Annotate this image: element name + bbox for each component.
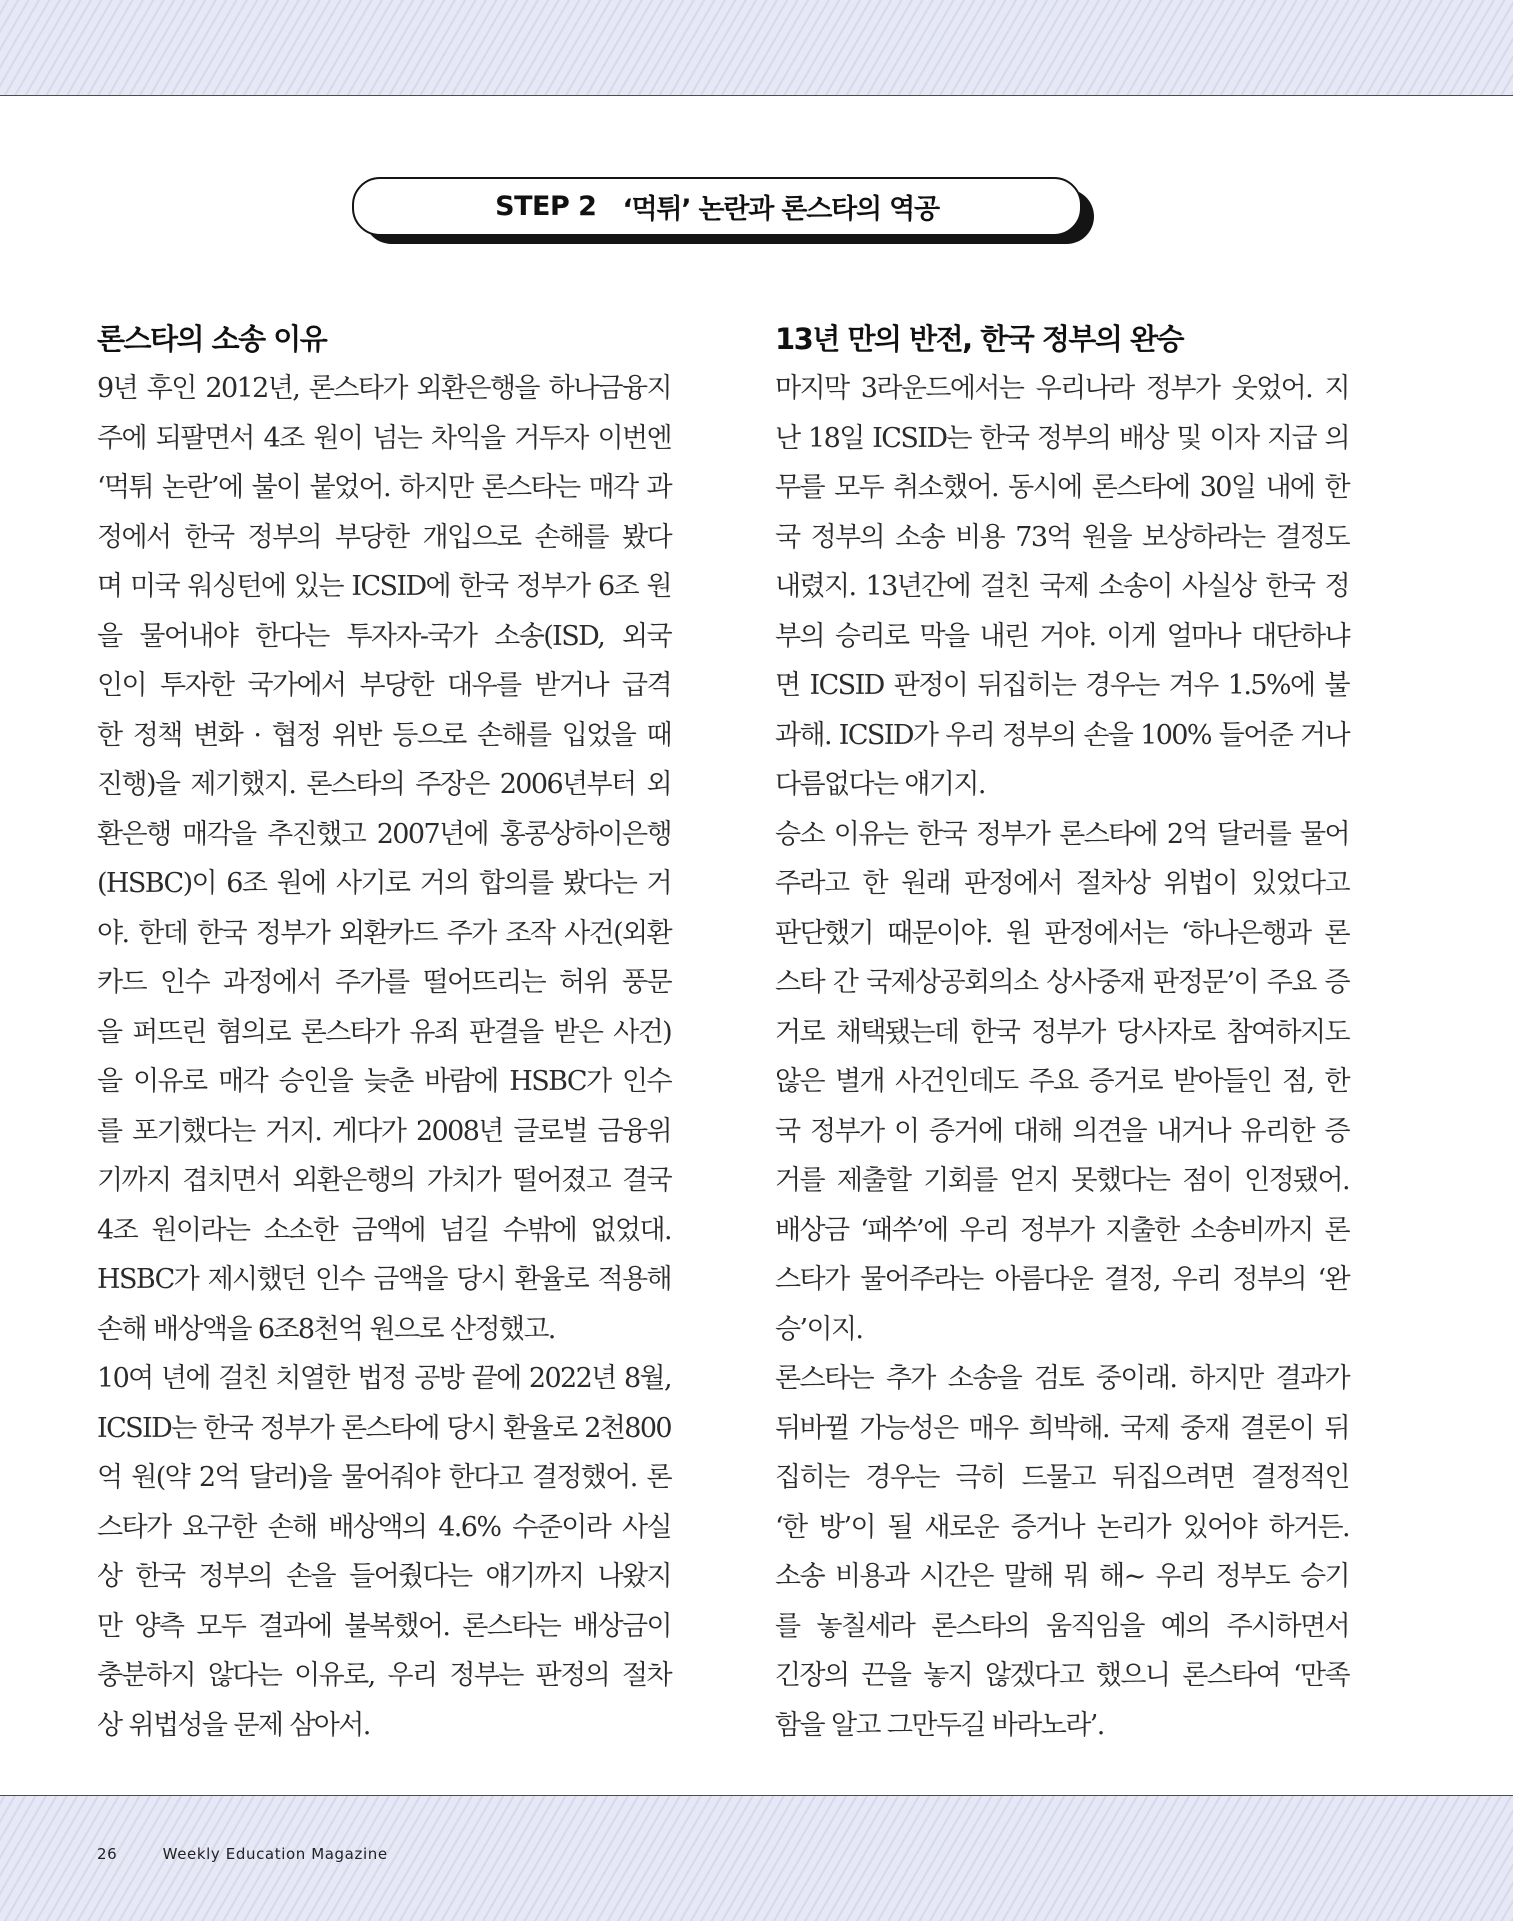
body-line: 정에서 한국 정부의 부당한 개입으로 손해를 봤다 (97, 521, 671, 553)
body-line: 를 포기했다는 거지. 게다가 2008년 글로벌 금융위 (97, 1115, 671, 1147)
body-line: 억 원(약 2억 달러)을 물어줘야 한다고 결정했어. 론 (97, 1462, 671, 1493)
left-column (97, 315, 671, 1750)
body-line: 거를 제출할 기회를 얻지 못했다는 점이 인정됐어. (775, 1165, 1349, 1196)
body-line: 승’이지. (775, 1313, 863, 1345)
body-line: 을 물어내야 한다는 투자자-국가 소송(ISD, 외국 (97, 620, 671, 652)
body-line: 국 정부가 이 증거에 대해 의견을 내거나 유리한 증 (775, 1115, 1349, 1147)
body-line: 승소 이유는 한국 정부가 론스타에 2억 달러를 물어 (775, 818, 1349, 850)
page-footer (97, 1845, 388, 1863)
body-line: 을 퍼뜨린 혐의로 론스타가 유죄 판결을 받은 사건) (97, 1016, 671, 1048)
body-line: 10여 년에 걸친 치열한 법정 공방 끝에 2022년 8월, (97, 1363, 671, 1394)
right-column (775, 315, 1349, 1750)
body-line: 주에 되팔면서 4조 원이 넘는 차익을 거두자 이번엔 (97, 422, 671, 454)
body-line: 부의 승리로 막을 내린 거야. 이게 얼마나 대단하냐 (775, 620, 1349, 652)
body-line: 과해. ICSID가 우리 정부의 손을 100% 들어준 거나 (775, 719, 1349, 751)
body-line: 집히는 경우는 극히 드물고 뒤집으려면 결정적인 (775, 1462, 1349, 1493)
body-line: 충분하지 않다는 이유로, 우리 정부는 판정의 절차 (97, 1660, 671, 1691)
body-line: 스타가 요구한 손해 배상액의 4.6% 수준이라 사실 (97, 1511, 671, 1543)
body-line: 난 18일 ICSID는 한국 정부의 배상 및 이자 지급 의 (775, 422, 1349, 454)
body-line: 한 정책 변화 · 협정 위반 등으로 손해를 입었을 때 (97, 719, 671, 751)
body-line: HSBC가 제시했던 인수 금액을 당시 환율로 적용해 (97, 1264, 671, 1295)
body-line: 을 이유로 매각 승인을 늦춘 바람에 HSBC가 인수 (97, 1066, 671, 1097)
body-line: 함을 알고 그만두길 바라노라’. (775, 1709, 1104, 1741)
step-label: STEP 2 (495, 191, 597, 222)
section-step-banner (352, 177, 1094, 237)
body-line: 4조 원이라는 소소한 금액에 넘길 수밖에 없었대. (97, 1214, 671, 1246)
body-line: 거로 채택됐는데 한국 정부가 당사자로 참여하지도 (775, 1016, 1349, 1048)
left-column-heading: 론스타의 소송 이유 (97, 322, 327, 356)
body-line: 상 한국 정부의 손을 들어줬다는 얘기까지 나왔지 (97, 1561, 671, 1592)
body-line: 다름없다는 얘기지. (775, 769, 985, 800)
step-banner-pill (352, 177, 1082, 236)
body-line: 인이 투자한 국가에서 부당한 대우를 받거나 급격 (97, 670, 671, 701)
body-line: 기까지 겹치면서 외환은행의 가치가 떨어졌고 결국 (97, 1165, 671, 1196)
body-line: ICSID는 한국 정부가 론스타에 당시 환율로 2천800 (97, 1412, 671, 1444)
body-line: 야. 한데 한국 정부가 외환카드 주가 조작 사건(외환 (97, 917, 671, 949)
body-line: (HSBC)이 6조 원에 사기로 거의 합의를 봤다는 거 (97, 868, 671, 899)
body-line: 소송 비용과 시간은 말해 뭐 해~ 우리 정부도 승기 (775, 1561, 1349, 1592)
body-line: 스타가 물어주라는 아름다운 결정, 우리 정부의 ‘완 (775, 1264, 1349, 1295)
body-line: 무를 모두 취소했어. 동시에 론스타에 30일 내에 한 (775, 472, 1349, 503)
magazine-name: Weekly Education Magazine (162, 1845, 388, 1863)
body-line: 론스타는 추가 소송을 검토 중이래. 하지만 결과가 (775, 1363, 1349, 1394)
body-line: 진행)을 제기했지. 론스타의 주장은 2006년부터 외 (97, 769, 671, 800)
body-line: 면 ICSID 판정이 뒤집히는 경우는 겨우 1.5%에 불 (775, 670, 1349, 701)
top-decorative-band (0, 0, 1513, 96)
page-number: 26 (97, 1845, 118, 1863)
body-line: 뒤바뀔 가능성은 매우 희박해. 국제 중재 결론이 뒤 (775, 1412, 1349, 1444)
right-column-heading: 13년 만의 반전, 한국 정부의 완승 (775, 322, 1184, 356)
body-line: 를 놓칠세라 론스타의 움직임을 예의 주시하면서 (775, 1610, 1349, 1642)
body-line: 카드 인수 과정에서 주가를 떨어뜨리는 허위 풍문 (97, 967, 671, 998)
body-line: 손해 배상액을 6조8천억 원으로 산정했고. (97, 1313, 555, 1345)
body-line: 스타 간 국제상공회의소 상사중재 판정문’이 주요 증 (775, 967, 1349, 998)
body-line: 환은행 매각을 추진했고 2007년에 홍콩상하이은행 (97, 818, 671, 850)
body-line: ‘한 방’이 될 새로운 증거나 논리가 있어야 하거든. (775, 1511, 1349, 1543)
body-line: 배상금 ‘패쑤’에 우리 정부가 지출한 소송비까지 론 (775, 1214, 1349, 1246)
body-line: 주라고 한 원래 판정에서 절차상 위법이 있었다고 (775, 868, 1349, 899)
body-line: 긴장의 끈을 놓지 않겠다고 했으니 론스타여 ‘만족 (775, 1660, 1349, 1691)
body-line: 국 정부의 소송 비용 73억 원을 보상하라는 결정도 (775, 521, 1349, 553)
body-line: 판단했기 때문이야. 원 판정에서는 ‘하나은행과 론 (775, 917, 1349, 949)
body-line: 내렸지. 13년간에 걸친 국제 소송이 사실상 한국 정 (775, 571, 1349, 602)
body-line: 며 미국 워싱턴에 있는 ICSID에 한국 정부가 6조 원 (97, 571, 671, 602)
body-line: 상 위법성을 문제 삼아서. (97, 1709, 370, 1741)
body-line: 9년 후인 2012년, 론스타가 외환은행을 하나금융지 (97, 373, 671, 404)
body-line: 마지막 3라운드에서는 우리나라 정부가 웃었어. 지 (775, 373, 1349, 404)
body-line: ‘먹튀 논란’에 불이 붙었어. 하지만 론스타는 매각 과 (97, 472, 671, 503)
step-title: ‘먹튀’ 논란과 론스타의 역공 (622, 194, 939, 225)
body-line: 않은 별개 사건인데도 주요 증거로 받아들인 점, 한 (775, 1066, 1349, 1097)
body-line: 만 양측 모두 결과에 불복했어. 론스타는 배상금이 (97, 1610, 671, 1642)
